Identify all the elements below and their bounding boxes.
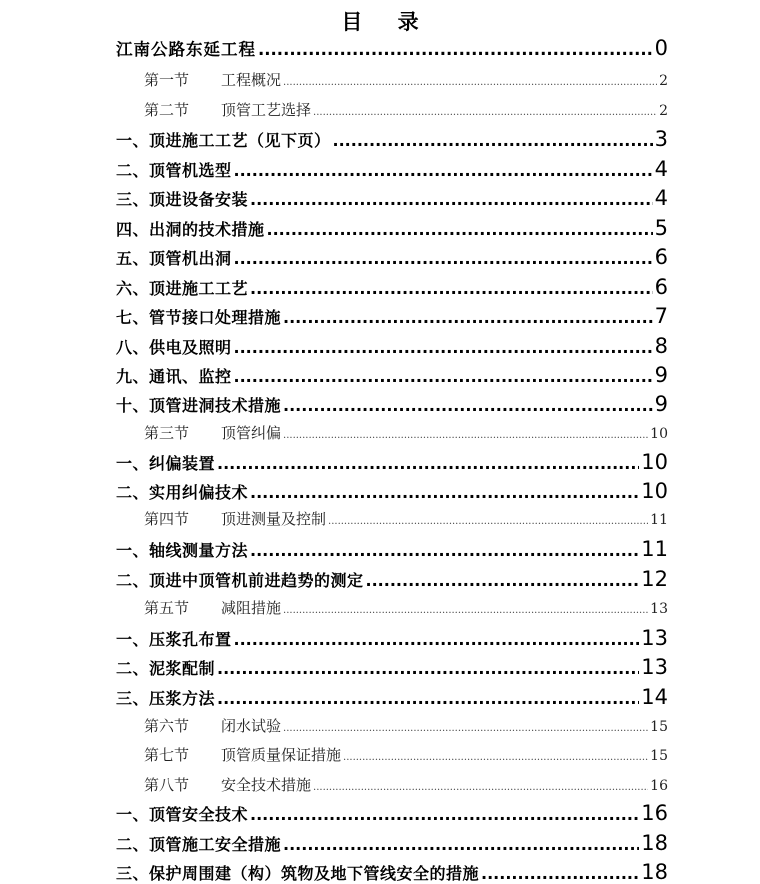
toc-entry-label: 九、通讯、监控 [116,367,232,386]
toc-entry-label: 二、顶管施工安全措施 [116,835,282,854]
toc-page-number: 2 [659,73,668,89]
toc-section-title: 顶管质量保证措施 [221,746,342,764]
toc-leader-dots [283,77,657,88]
toc-entry[interactable] [144,774,668,795]
toc-section-title: 顶管工艺选择 [221,101,312,119]
toc-section-title: 顶进测量及控制 [221,510,327,528]
toc-leader-dots [343,752,648,763]
toc-entry[interactable] [144,715,668,736]
toc-leader-dots [234,338,653,357]
toc-leader-dots [234,630,640,649]
toc-page-number: 12 [641,567,668,591]
toc-page-number: 7 [654,304,668,328]
page-title: 目 录 [341,9,433,34]
toc-leader-dots [366,571,640,590]
toc-entry[interactable] [116,479,668,503]
toc-leader-dots [313,107,657,118]
toc-entry[interactable] [116,626,668,650]
toc-leader-dots [333,131,653,150]
toc-leader-dots [283,308,653,327]
toc-page-number: 5 [654,216,668,240]
toc-entry[interactable] [144,69,668,90]
toc-leader-dots [283,723,648,734]
toc-entry-label [144,508,326,529]
toc-page-number: 15 [650,748,668,764]
toc-entry-label: 一、顶进施工工艺（见下页） [116,131,331,150]
toc-entry[interactable] [116,450,668,474]
toc-entry[interactable] [116,363,668,387]
toc-entry[interactable] [116,186,668,210]
toc-page-number: 13 [650,601,668,617]
toc-leader-dots [258,40,653,59]
toc-page-number: 4 [654,186,668,210]
toc-entry[interactable] [116,537,668,561]
toc-page-number: 11 [641,537,668,561]
toc-entry[interactable] [116,304,668,328]
toc-entry[interactable] [116,392,668,416]
toc-entry-label: 三、顶进设备安装 [116,190,249,209]
toc-entry-label: 六、顶进施工工艺 [116,279,249,298]
toc-entry[interactable] [116,685,668,709]
toc-entry[interactable] [116,36,668,60]
toc-section-number: 第七节 [144,746,190,764]
toc-page-number: 11 [650,512,668,528]
toc-leader-dots [283,835,639,854]
toc-entry-label: 一、压浆孔布置 [116,630,232,649]
toc-page-number: 18 [641,831,668,855]
toc-entry-label: 江南公路东延工程 [116,40,256,59]
toc-entry-label: 二、实用纠偏技术 [116,483,249,502]
toc-section-number: 第二节 [144,101,190,119]
toc-page-number: 0 [654,36,668,60]
toc-entry[interactable] [144,508,668,529]
toc-entry-label: 三、保护周围建（构）筑物及地下管线安全的措施 [116,864,480,883]
toc-entry[interactable] [116,801,668,825]
toc-entry-label [144,99,311,120]
toc-entry[interactable] [116,831,668,855]
toc-entry-label: 二、顶进中顶管机前进趋势的测定 [116,571,364,590]
toc-leader-dots [234,161,653,180]
toc-leader-dots [313,782,648,793]
toc-page-number: 10 [650,426,668,442]
toc-leader-dots [250,279,653,298]
toc-section-number: 第八节 [144,776,190,794]
toc-entry-label: 二、泥浆配制 [116,659,216,678]
toc-entry[interactable] [116,567,668,591]
toc-entry-label: 一、顶管安全技术 [116,805,249,824]
toc-page-number: 18 [641,860,668,884]
toc-entry-label: 一、纠偏装置 [116,454,216,473]
toc-entry-label: 七、管节接口处理措施 [116,308,282,327]
toc-section-number: 第一节 [144,71,190,89]
toc-entry-label [144,774,311,795]
toc-section-title: 顶管纠偏 [221,424,282,442]
toc-entry-label: 八、供电及照明 [116,338,232,357]
toc-leader-dots [234,367,653,386]
toc-entry-label [144,597,281,618]
toc-entry[interactable] [144,597,668,618]
toc-entry[interactable] [144,99,668,120]
toc-leader-dots [217,454,639,473]
toc-section-title: 减阻措施 [221,599,282,617]
toc-page-number: 2 [659,103,668,119]
toc-entry-label [144,69,281,90]
toc-entry-label: 十、顶管进洞技术措施 [116,396,282,415]
toc-entry-label: 四、出洞的技术措施 [116,220,265,239]
toc-entry-label [144,422,281,443]
toc-entry[interactable] [144,422,668,443]
toc-entry[interactable] [116,275,668,299]
toc-page-number: 6 [654,275,668,299]
toc-page-number: 16 [650,778,668,794]
toc-leader-dots [283,605,648,616]
toc-entry[interactable] [116,157,668,181]
toc-entry[interactable] [144,744,668,765]
toc-entry[interactable] [116,655,668,679]
toc-page-number: 9 [654,392,668,416]
toc-entry-label: 五、顶管机出洞 [116,249,232,268]
toc-leader-dots [250,541,639,560]
toc-entry[interactable] [116,860,668,884]
toc-section-number: 第六节 [144,717,190,735]
toc-leader-dots [481,864,639,883]
toc-page-number: 13 [641,626,668,650]
toc-section-number: 第三节 [144,424,190,442]
toc-entry[interactable] [116,334,668,358]
toc-leader-dots [250,190,653,209]
toc-entry[interactable] [116,216,668,240]
toc-entry-label [144,715,281,736]
toc-entry-label: 二、顶管机选型 [116,161,232,180]
toc-leader-dots [283,396,653,415]
toc-page-number: 15 [650,719,668,735]
toc-entry-label: 一、轴线测量方法 [116,541,249,560]
toc-page-number: 14 [641,685,668,709]
toc-section-number: 第五节 [144,599,190,617]
toc-leader-dots [267,220,653,239]
toc-leader-dots [283,430,648,441]
toc-entry[interactable] [116,245,668,269]
toc-page-number: 10 [641,479,668,503]
toc-leader-dots [217,689,639,708]
toc-section-title: 闭水试验 [221,717,282,735]
toc-leader-dots [328,516,648,527]
toc-page-number: 8 [654,334,668,358]
toc-page-number: 4 [654,157,668,181]
toc-page-number: 6 [654,245,668,269]
toc-entry-label [144,744,341,765]
toc-page-number: 16 [641,801,668,825]
toc-section-number: 第四节 [144,510,190,528]
toc-page-number: 13 [641,655,668,679]
toc-entry[interactable] [116,127,668,151]
toc-leader-dots [217,659,639,678]
toc-page-number: 10 [641,450,668,474]
toc-page-number: 9 [654,363,668,387]
toc-leader-dots [250,483,639,502]
toc-section-title: 工程概况 [221,71,282,89]
toc-entry-label: 三、压浆方法 [116,689,216,708]
toc-leader-dots [234,249,653,268]
toc-section-title: 安全技术措施 [221,776,312,794]
toc-page-number: 3 [654,127,668,151]
toc-leader-dots [250,805,639,824]
